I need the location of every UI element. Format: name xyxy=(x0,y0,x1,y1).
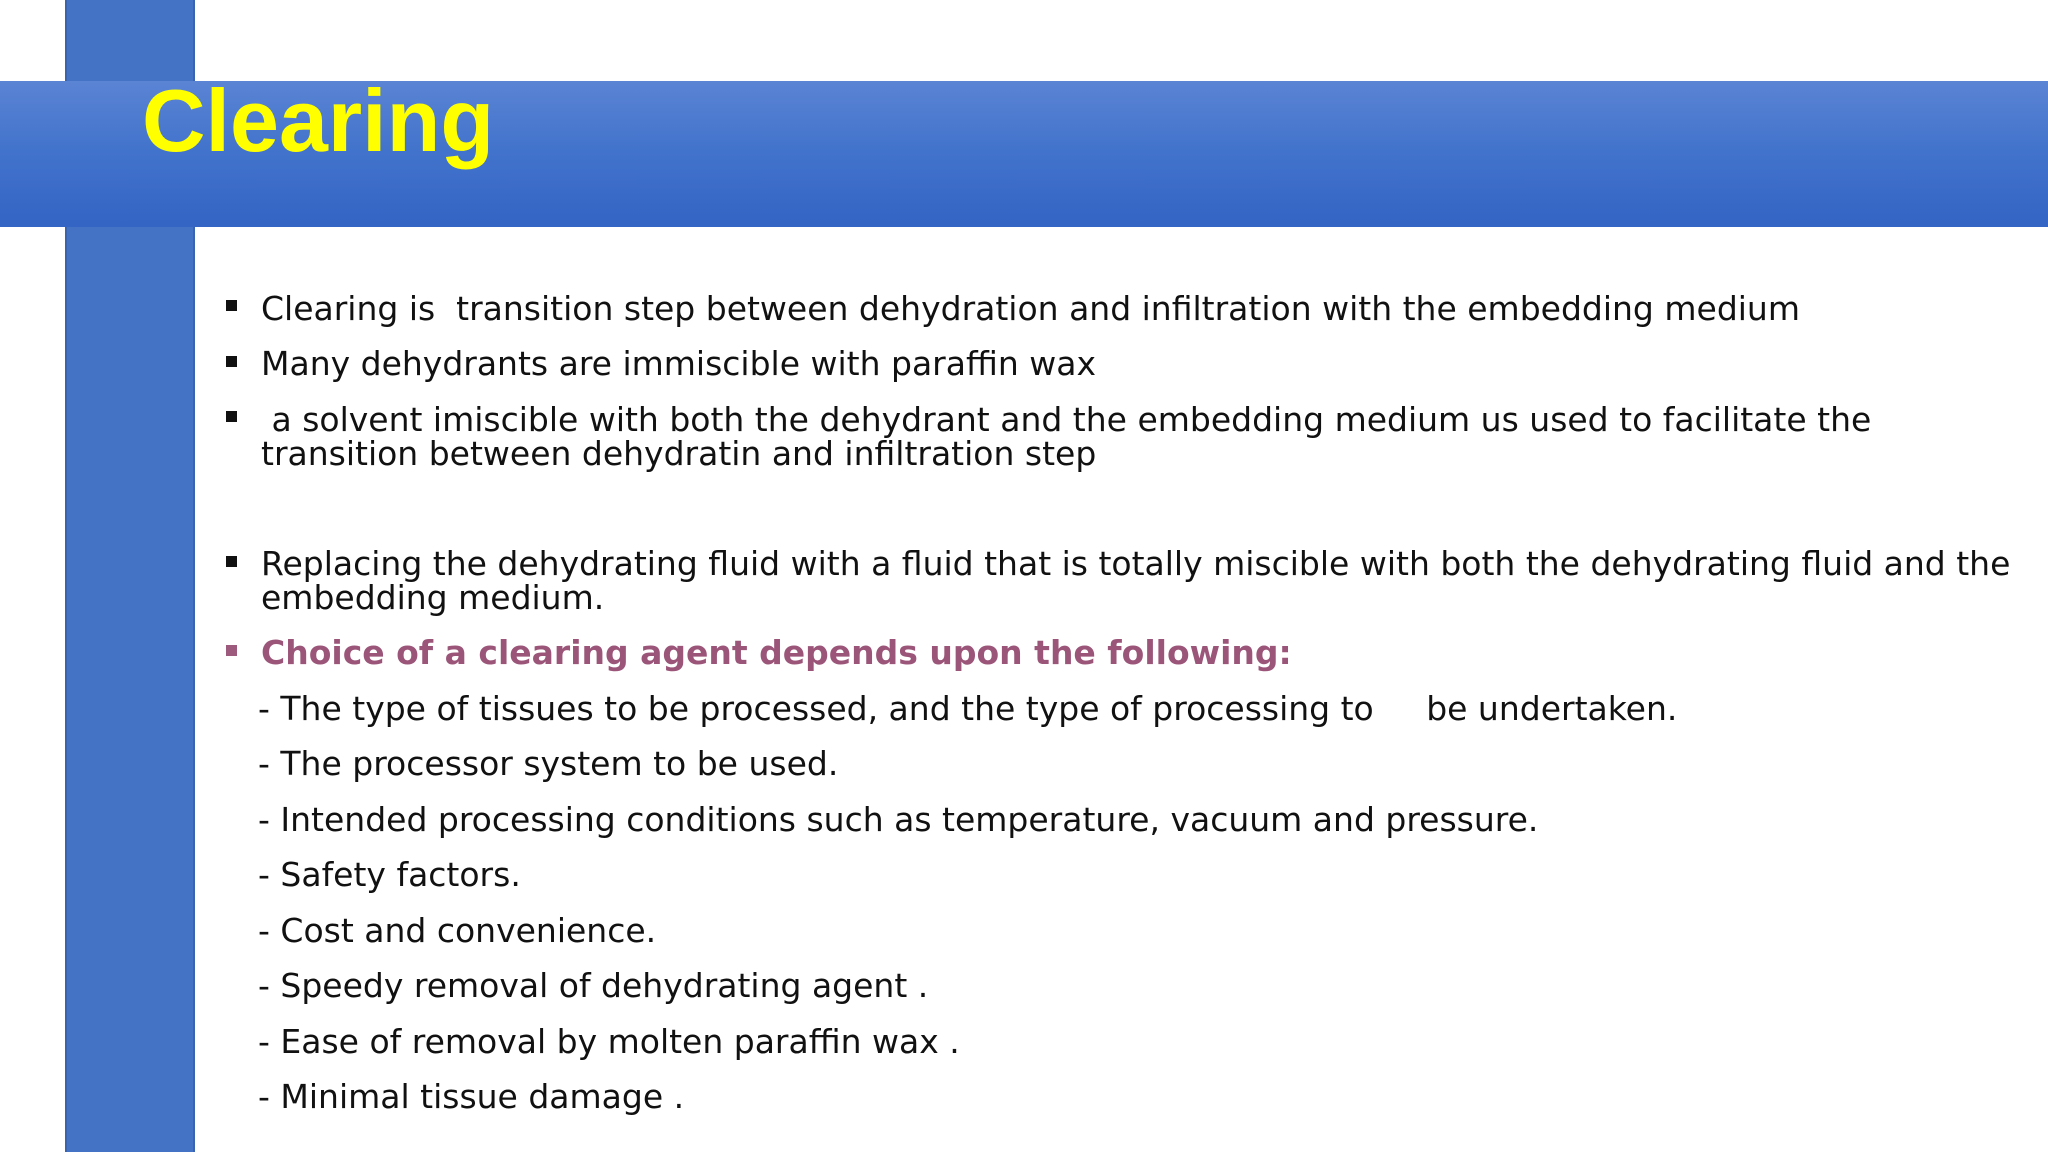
bullet-marker xyxy=(226,411,237,422)
bullet-marker xyxy=(226,300,237,311)
clearing-agent-heading: Choice of a clearing agent depends upon the following: xyxy=(261,633,1292,672)
slide-title: Clearing xyxy=(142,71,495,170)
bullet-4-text-line-1: Replacing the dehydrating fluid with a fluid that is totally miscible with both the dehydrating fluid and the xyxy=(261,544,2011,583)
sub-item: - Cost and convenience. xyxy=(258,911,657,950)
bullet-3-text-line-2: transition between dehydratin and infiltration step xyxy=(261,434,1097,473)
sub-item: - Minimal tissue damage . xyxy=(258,1077,685,1116)
bullet-4-text-line-2: embedding medium. xyxy=(261,578,605,617)
bullet-1-text: Clearing is transition step between dehydration and infiltration with the embedding medium xyxy=(261,289,1800,328)
bullet-3-text-line-1: a solvent imiscible with both the dehydrant and the embedding medium us used to facilitate the xyxy=(261,400,1872,439)
sub-item: - The processor system to be used. xyxy=(258,744,839,783)
bullet-2-text: Many dehydrants are immiscible with paraffin wax xyxy=(261,344,1097,383)
sub-item: - Ease of removal by molten paraffin wax . xyxy=(258,1022,960,1061)
bullet-marker xyxy=(226,356,237,367)
bullet-marker-accent xyxy=(226,645,237,656)
sub-item: - The type of tissues to be processed, and the type of processing to be undertaken. xyxy=(258,689,1678,728)
sub-item: - Speedy removal of dehydrating agent . xyxy=(258,966,929,1005)
bullet-marker xyxy=(226,556,237,567)
sub-item: - Intended processing conditions such as temperature, vacuum and pressure. xyxy=(258,800,1539,839)
sub-item: - Safety factors. xyxy=(258,855,521,894)
